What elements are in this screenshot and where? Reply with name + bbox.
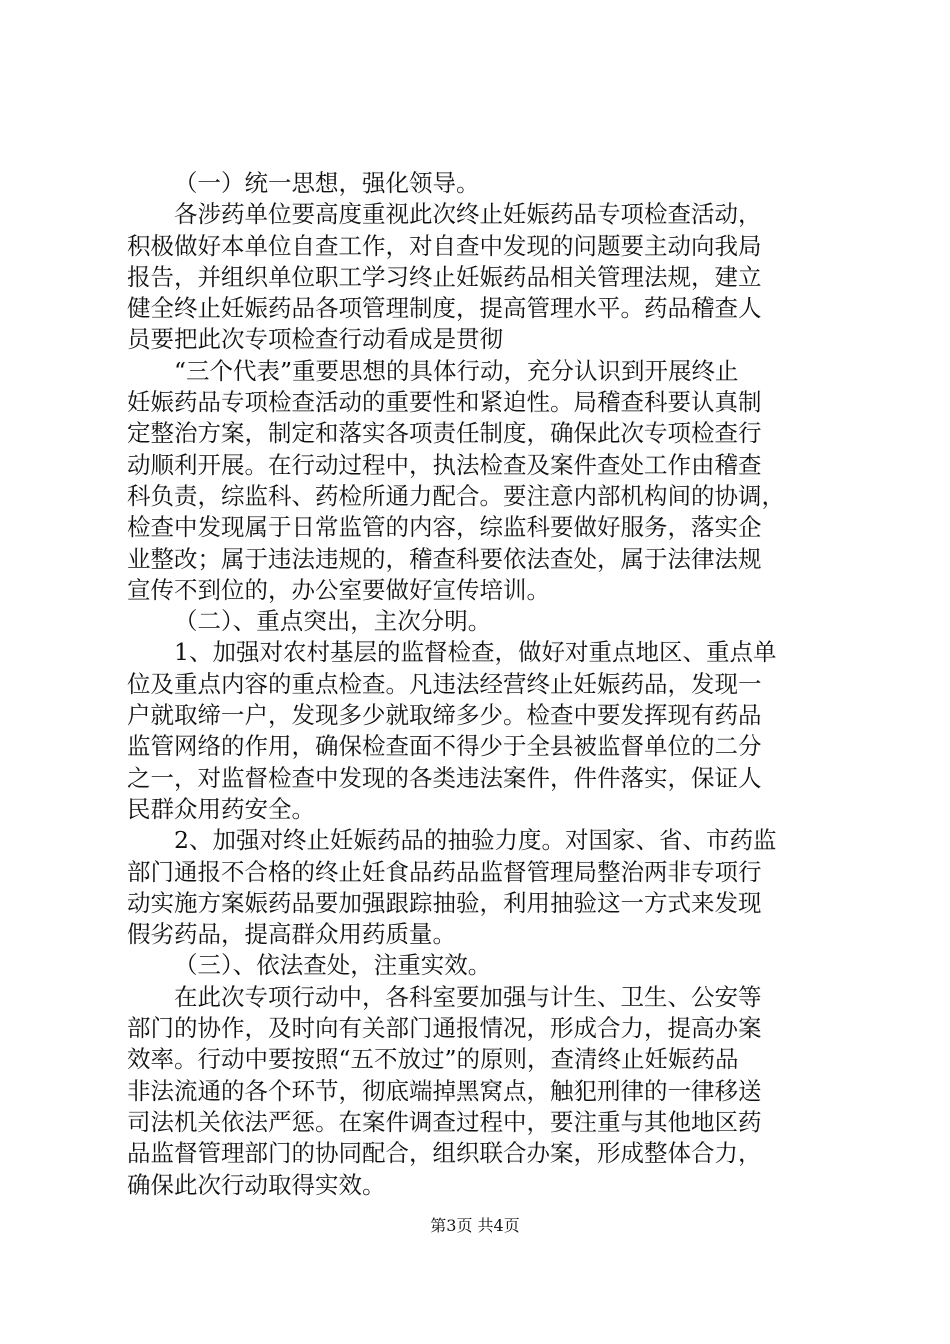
paragraph-line: 2、加强对终止妊娠药品的抽验力度。对国家、省、市药监 (174, 826, 777, 855)
paragraph-line: 报告，并组织单位职工学习终止妊娠药品相关管理法规，建立 (127, 262, 762, 291)
paragraph-line: 妊娠药品专项检查活动的重要性和紧迫性。局稽查科要认真制 (127, 388, 762, 417)
paragraph-line: 健全终止妊娠药品各项管理制度，提高管理水平。药品稽查人 (127, 294, 762, 323)
paragraph-line: 品监督管理部门的协同配合，组织联合办案，形成整体合力， (127, 1139, 762, 1168)
paragraph-line: 确保此次行动取得实效。 (127, 1170, 386, 1199)
paragraph-line: 民群众用药安全。 (127, 794, 315, 823)
paragraph-line: 动顺利开展。在行动过程中，执法检查及案件查处工作由稽查 (127, 450, 762, 479)
paragraph-line: “三个代表”重要思想的具体行动，充分认识到开展终止 (174, 356, 739, 385)
paragraph-line: 部门通报不合格的终止妊食品药品监督管理局整治两非专项行 (127, 857, 762, 886)
paragraph-line: 定整治方案，制定和落实各项责任制度，确保此次专项检查行 (127, 419, 762, 448)
paragraph-line: 部门的协作，及时向有关部门通报情况，形成合力，提高办案 (127, 1014, 762, 1043)
paragraph-line: 业整改；属于违法违规的，稽查科要依法查处，属于法律法规 (127, 544, 762, 573)
paragraph-line: 积极做好本单位自查工作，对自查中发现的问题要主动向我局 (127, 231, 762, 260)
page-number-footer: 第3页 共4页 (430, 1216, 520, 1235)
paragraph-line: 效率。行动中要按照“五不放过”的原则，查清终止妊娠药品 (127, 1045, 739, 1074)
paragraph-line: 之一，对监督检查中发现的各类违法案件，件件落实，保证人 (127, 763, 762, 792)
paragraph-line: 户就取缔一户，发现多少就取缔多少。检查中要发挥现有药品 (127, 701, 762, 730)
paragraph-line: 位及重点内容的重点检查。凡违法经营终止妊娠药品，发现一 (127, 669, 762, 698)
document-body (127, 168, 842, 1201)
paragraph-line: 司法机关依法严惩。在案件调查过程中，要注重与其他地区药 (127, 1107, 762, 1136)
paragraph-line: 1、加强对农村基层的监督检查，做好对重点地区、重点单 (174, 638, 777, 667)
section-heading-2: （二）、重点突出，主次分明。 (174, 607, 492, 636)
paragraph-line: 员要把此次专项检查行动看成是贯彻 (127, 325, 503, 354)
paragraph-line: 动实施方案娠药品要加强跟踪抽验，利用抽验这一方式来发现 (127, 888, 762, 917)
paragraph-line: 假劣药品，提高群众用药质量。 (127, 920, 456, 949)
paragraph-line: 宣传不到位的，办公室要做好宣传培训。 (127, 575, 550, 604)
section-heading-1: （一）统一思想，强化领导。 (174, 169, 480, 197)
section-heading-3: （三）、依法查处，注重实效。 (174, 951, 492, 980)
paragraph-line: 科负责，综监科、药检所通力配合。要注意内部机构间的协调， (127, 481, 785, 510)
paragraph-line: 检查中发现属于日常监管的内容，综监科要做好服务，落实企 (127, 513, 762, 542)
paragraph-line: 监管网络的作用，确保检查面不得少于全县被监督单位的二分 (127, 732, 762, 761)
paragraph-line: 在此次专项行动中，各科室要加强与计生、卫生、公安等 (174, 982, 762, 1011)
paragraph-line: 非法流通的各个环节，彻底端掉黑窝点，触犯刑律的一律移送 (127, 1076, 762, 1105)
paragraph-line: 各涉药单位要高度重视此次终止妊娠药品专项检查活动， (174, 200, 762, 229)
